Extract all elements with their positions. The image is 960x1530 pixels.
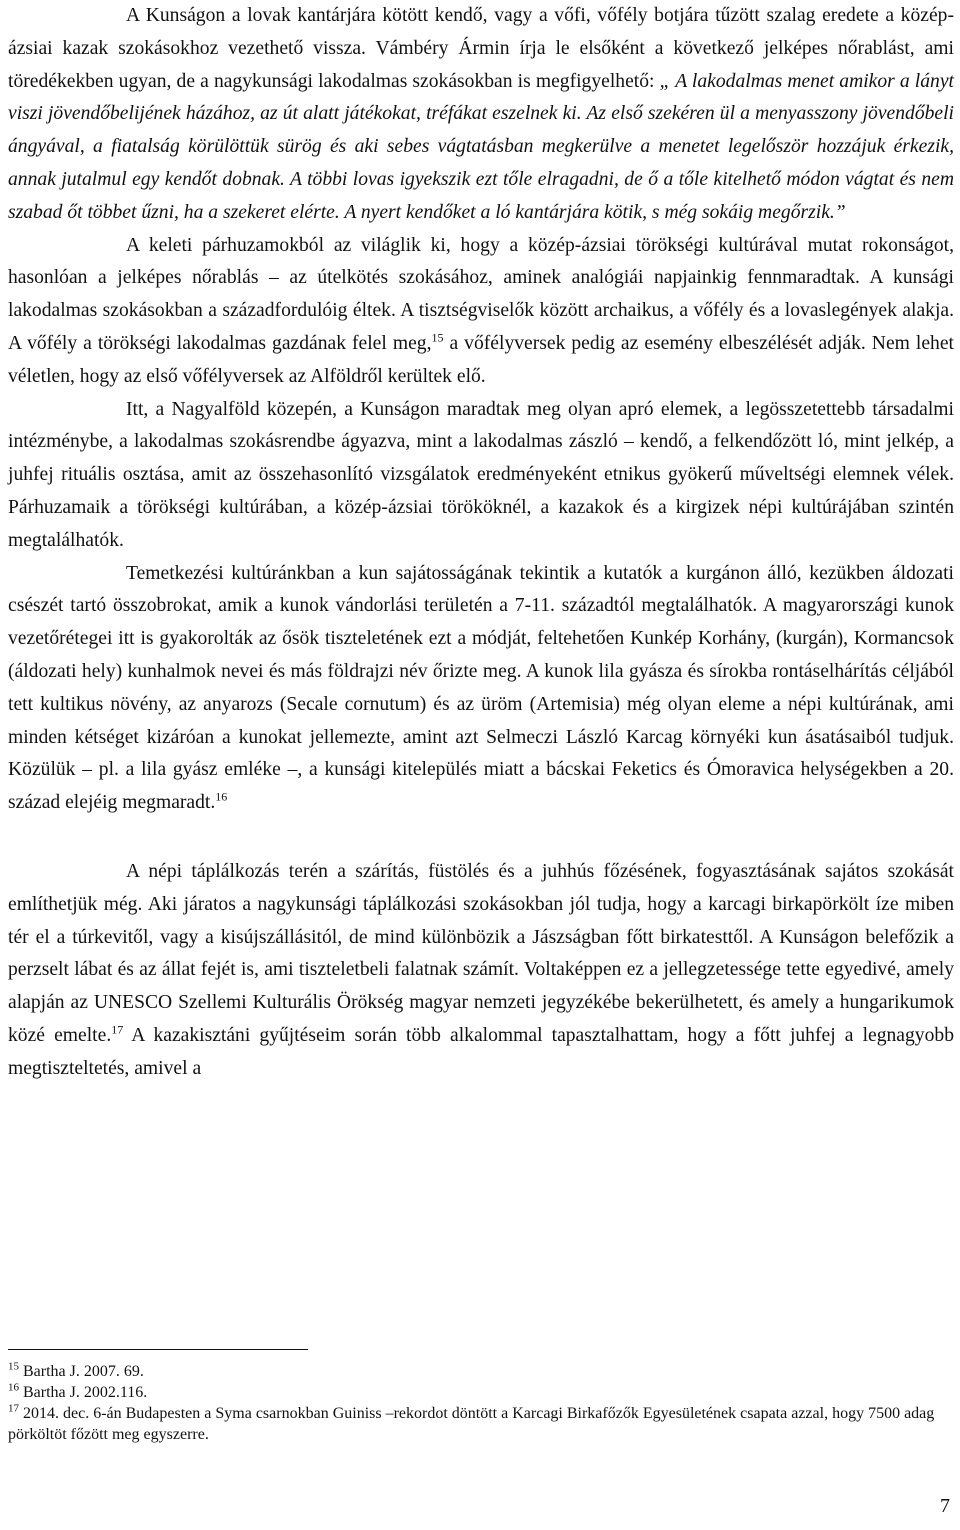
page-number: 7 xyxy=(940,1495,950,1517)
footnote-text: 2014. dec. 6-án Budapesten a Syma csarnokban Guiniss –rekordot döntött a Karcagi Birkafőzők Egyesületének csapata azzal, hogy 7500 adag pörköltöt főzött meg egyszerre. xyxy=(8,1405,935,1443)
paragraph-2 xyxy=(8,230,954,394)
footnote-number: 16 xyxy=(8,1381,19,1394)
footnotes xyxy=(8,1361,954,1445)
footnote-ref-17: 17 xyxy=(111,1022,124,1037)
footnote-number: 15 xyxy=(8,1360,19,1373)
paragraph-2-text-b: a vőfélyversek pedig az esemény elbeszélését adják. Nem lehet véletlen, hogy az első vőfélyversek az Alföldről kerültek elő. xyxy=(8,332,954,387)
footnote-16 xyxy=(8,1382,954,1403)
footnote-separator xyxy=(8,1349,308,1350)
paragraph-gap xyxy=(8,820,954,856)
paragraph-5-text-a: A népi táplálkozás terén a szárítás, füstölés és a juhhús főzésének, fogyasztásának sajátos szokását említhetjük még. Aki járatos a nagykunsági táplálkozási szokásokban jól tudja, hogy a karcagi birkapörkölt íze miben tér el a túrkevitől, vagy a kisújszállásitól, de mind különbözik a Jászságban főtt birkatesttől. A Kunságon belefőzik a perzselt lábat és az állat fejét is, ami tiszteletbeli falatnak számít. Voltaképpen ez a jellegzetessége tette egyedivé, amely alapján az UNESCO Szellemi Kulturális Örökség magyar nemzeti jegyzékébe bekerülhetett, és amely a hungarikumok közé emelte. xyxy=(8,860,954,1046)
paragraph-5-text-b: A kazakisztáni gyűjtéseim során több alkalommal tapasztalhattam, hogy a főtt juhfej a legnagyobb megtiszteltetés, amivel a xyxy=(8,1024,954,1079)
paragraph-5 xyxy=(8,856,954,1086)
paragraph-2-text-a: A keleti párhuzamokból az világlik ki, hogy a közép-ázsiai törökségi kultúrával mutat rokonságot, hasonlóan a jelképes nőrablás – az útelkötés szokásához, aminek analógiái napjainkig fennmaradtak. A kunsági lakodalmas szokásokban a századfordulóig éltek. A tisztségviselők között archaikus, a vőfély és a lovaslegények alakja. A vőfély a törökségi lakodalmas gazdának felel meg, xyxy=(8,234,954,354)
paragraph-1-text: A Kunságon a lovak kantárjára kötött kendő, vagy a vőfi, vőfély botjára tűzött szalag eredete a közép-ázsiai kazak szokásokhoz vezethető vissza. Vámbéry Ármin írja le elsőként a következő jelképes nőrablást, ami töredékekben ugyan, de a nagykunsági lakodalmas szokásokban is megfigyelhető: xyxy=(8,5,954,92)
paragraph-4-text: Temetkezési kultúránkban a kun sajátosságának tekintik a kutatók a kurgánon álló, kezükben áldozati csészét tartó összobrokat, amik a kunok vándorlási területén a 7-11. századtól megtalálhatók. A magyarországi kunok vezetőrétegei itt is gyakorolták az ősök tiszteletének ezt a módját, feltehetően Kunkép Korhány, (kurgán), Kormancsok (áldozati hely) kunhalmok nevei és más földrajzi név őrizte meg. A kunok lila gyásza és sírokba rontáselhárítás céljából tett kultikus növény, az anyarozs (Secale cornutum) és az üröm (Artemisia) még olyan eleme a népi kultúrának, ami minden kétséget kizáróan a kunokat jellemezte, amint azt Selmeczi László Karcag környéki kun ásatásaiból tudjuk. Közülük – pl. a lila gyász emléke –, a kunsági kitelepülés miatt a bácskai Feketics és Ómoravica helységekben a 20. század elejéig megmaradt. xyxy=(8,562,954,814)
paragraph-4 xyxy=(8,558,954,820)
footnote-text: Bartha J. 2007. 69. xyxy=(19,1363,144,1380)
footnote-ref-16: 16 xyxy=(215,789,228,804)
vambery-quote: „ A lakodalmas menet amikor a lányt viszi jövendőbelijének házához, az út alatt játékokat, tréfákat eszelnek ki. Az első szekéren ül a menyasszony jövendőbeli ángyával, a fiatalság körülöttük sürög és aki sebes vágtatásban megkerülve a menetet legelőször hozzájuk érkezik, annak jutalmul egy kendőt dobnak. A többi lovas igyekszik ezt tőle elragadni, de ő a tőle kitelhető módon vágtat és nem szabad őt többet űzni, ha a szekeret elérte. A nyert kendőket a ló kantárjára kötik, s még sokáig megőrzik.” xyxy=(8,70,954,223)
footnote-17 xyxy=(8,1403,954,1445)
paragraph-1 xyxy=(8,0,954,230)
paragraph-3: Itt, a Nagyalföld közepén, a Kunságon maradtak meg olyan apró elemek, a legösszetettebb társadalmi intézménybe, a lakodalmas szokásrendbe ágyazva, mint a lakodalmas zászló – kendő, a felkendőzött ló, mint jelkép, a juhfej rituális osztása, amit az összehasonlító vizsgálatok eredményeként etnikus gyökerű műveltségi elemnek vélek. Párhuzamaik a törökségi kultúrában, a közép-ázsiai törököknél, a kazakok és a kirgizek népi kultúrájában szintén megtalálhatók. xyxy=(8,398,954,551)
document-body xyxy=(8,0,954,1086)
footnote-15 xyxy=(8,1361,954,1382)
footnote-text: Bartha J. 2002.116. xyxy=(19,1384,148,1401)
footnote-number: 17 xyxy=(8,1402,19,1415)
footnote-ref-15: 15 xyxy=(431,330,444,345)
